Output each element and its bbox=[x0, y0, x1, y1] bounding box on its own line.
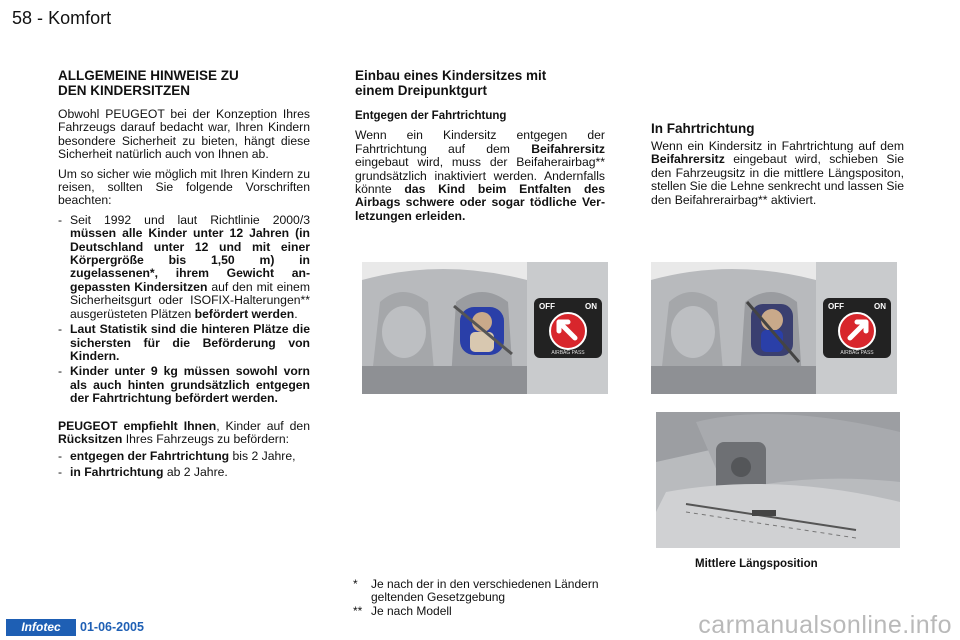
list-item bbox=[58, 450, 310, 463]
list-item bbox=[58, 214, 310, 321]
footnote bbox=[353, 605, 613, 618]
text-bold: Laut Statistik sind die hinteren Plätze die sichersten für die Beförderung von Kindern. bbox=[70, 322, 310, 363]
footnote-text: Je nach der in den verschiedenen Ländern geltenden Gesetzgebung bbox=[371, 577, 599, 605]
text-bold: Kinder unter 9 kg müssen sowohl vorn als auch hinten grundsätzlich entgegen der Fahrtrichtung befördert werden. bbox=[70, 364, 310, 406]
title-line: einem Dreipunktgurt bbox=[355, 83, 488, 98]
forward-paragraph bbox=[651, 140, 904, 207]
document-date: 01-06-2005 bbox=[80, 620, 144, 634]
dash: - bbox=[58, 322, 63, 337]
footnote-text: Je nach Modell bbox=[371, 603, 452, 618]
airbag-warning-icon bbox=[548, 311, 588, 351]
airbag-on-label: ON bbox=[585, 302, 597, 311]
header-separator: - bbox=[37, 8, 44, 28]
footnotes bbox=[353, 578, 613, 618]
rearward-paragraph bbox=[355, 129, 605, 223]
watermark: carmanualsonline.info bbox=[698, 611, 952, 639]
text: bis 2 Jahre, bbox=[232, 449, 296, 464]
text: . bbox=[294, 306, 298, 321]
airbag-warning-icon bbox=[837, 311, 877, 351]
subheading-rearward: Entgegen der Fahrtrichtung bbox=[355, 110, 507, 122]
text-bold: das Kind beim Entfalten des Airbags schwere oder sogar tödliche Verletzungen erleiden. bbox=[355, 182, 605, 223]
text: , Kinder auf den bbox=[216, 418, 310, 433]
text-bold: Beifahrersitz bbox=[651, 152, 725, 167]
text: Wenn ein Kindersitz entgegen der Fahrtrichtung auf dem bbox=[355, 128, 605, 156]
dash: - bbox=[58, 464, 63, 479]
photo-forward-child-seat bbox=[651, 262, 897, 394]
middle-column bbox=[355, 68, 605, 229]
left-column bbox=[58, 68, 310, 481]
text: eingebaut wird, schieben Sie den Fahrzeugsitz in die mittlere Längspositon, stellen Sie die Lehne senkrecht und lassen Sie den Beifahrerairbag** aktiviert. bbox=[651, 152, 904, 207]
rules-list bbox=[58, 214, 310, 406]
airbag-switch-panel bbox=[823, 298, 891, 358]
text: Seit 1992 und laut Richtlinie 2000/3 bbox=[70, 212, 310, 227]
right-column bbox=[651, 121, 904, 213]
footnote bbox=[353, 578, 613, 605]
infotec-logo: Infotec bbox=[6, 619, 76, 636]
text-bold: Rücksitzen bbox=[58, 431, 123, 446]
airbag-pass-label: AIRBAG PASS bbox=[551, 350, 585, 356]
airbag-switch-panel bbox=[534, 298, 602, 358]
text-bold: in Fahrtrichtung bbox=[70, 464, 164, 479]
page-header bbox=[12, 8, 111, 29]
recommendation-paragraph bbox=[58, 420, 310, 447]
text: eingebaut wird, muss der Beifaherairbag** grundsätzlich inaktiviert werden. Andernfalls könnte bbox=[355, 155, 605, 197]
text-bold: befördert werden bbox=[194, 306, 295, 321]
text: auf den mit einem Sicherheitsgurt oder ISOFIX-Halterungen** ausgerüsteten Plätzen bbox=[70, 279, 310, 321]
text-bold: müssen alle Kinder unter 12 Jahren (in Deutschland unter 12 und mit einer Körpergröße bis 1,50 m) in zugelassenen*, ihrem Gewicht angepassten Kindersitzen bbox=[70, 226, 310, 294]
list-item bbox=[58, 365, 310, 405]
airbag-pass-label: AIRBAG PASS bbox=[840, 350, 874, 356]
footnote-mark: * bbox=[353, 577, 358, 591]
list-item bbox=[58, 323, 310, 363]
dash: - bbox=[58, 364, 63, 379]
airbag-off-label: OFF bbox=[828, 302, 844, 311]
text-bold: Beifahrersitz bbox=[531, 141, 606, 156]
airbag-off-label: OFF bbox=[539, 302, 555, 311]
footnote-mark: ** bbox=[353, 603, 363, 618]
text: Wenn ein Kindersitz in Fahrtrichtung auf dem bbox=[651, 139, 904, 153]
intro-paragraph: Obwohl PEUGEOT bei der Konzeption Ihres Fahrzeugs darauf bedacht war, Ihren Kindern besondere Sicherheit zu bieten, hängt diese Sicherheit natürlich auch von Ihnen ab. bbox=[58, 107, 310, 162]
text: ab 2 Jahre. bbox=[166, 464, 228, 479]
page-number: 58 bbox=[12, 8, 33, 28]
title-line: DEN KINDERSITZEN bbox=[58, 83, 191, 98]
title-line: Einbau eines Kindersitzes mit bbox=[355, 68, 547, 83]
dash: - bbox=[58, 449, 63, 464]
dash: - bbox=[58, 212, 63, 227]
list-item bbox=[58, 466, 310, 479]
airbag-on-label: ON bbox=[874, 302, 886, 311]
text: Ihres Fahrzeugs zu befördern: bbox=[125, 431, 289, 446]
section-title-forward: In Fahrtrichtung bbox=[651, 121, 755, 136]
section-title-general bbox=[58, 68, 310, 98]
photo-caption: Mittlere Längsposition bbox=[695, 558, 818, 570]
recommendation-list bbox=[58, 450, 310, 479]
text-bold: PEUGEOT empfiehlt Ihnen bbox=[58, 418, 217, 433]
section-title-installation bbox=[355, 68, 605, 98]
chapter-title: Komfort bbox=[48, 8, 112, 28]
title-line: ALLGEMEINE HINWEISE ZU bbox=[58, 68, 239, 83]
photo-seat-middle-position bbox=[656, 412, 900, 548]
text-bold: entgegen der Fahrtrichtung bbox=[70, 449, 230, 464]
rules-paragraph: Um so sicher wie möglich mit Ihren Kindern zu reisen, sollten Sie folgende Vorschriften beachten: bbox=[58, 166, 310, 208]
photo-rearward-child-seat bbox=[362, 262, 608, 394]
